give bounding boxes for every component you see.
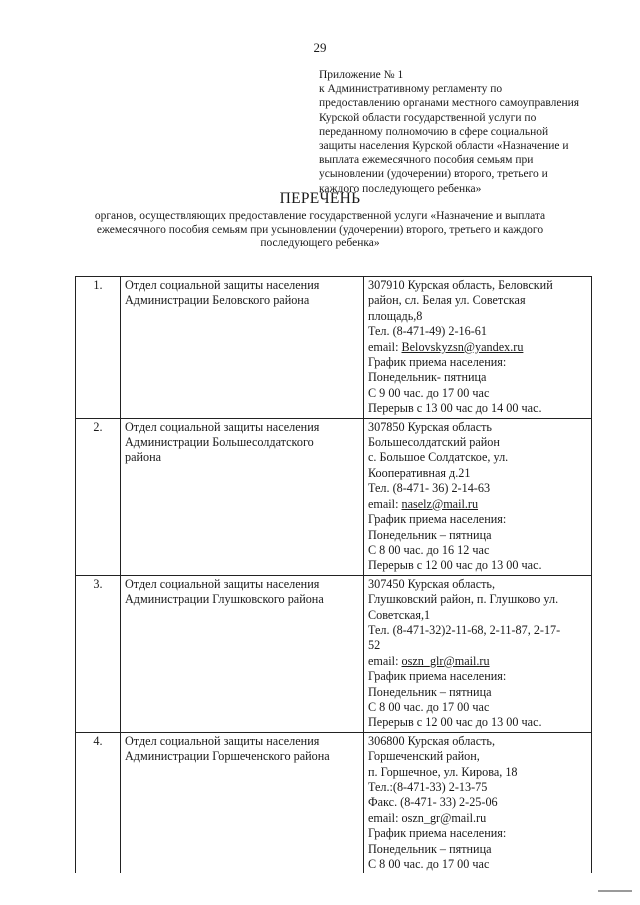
appendix-line: Приложение № 1 [319, 69, 404, 81]
office-schedule-line: Понедельник- пятница [368, 370, 487, 385]
office-email-link[interactable]: Belovskyzsn@yandex.ru [401, 339, 524, 354]
office-email-link[interactable]: oszn_glr@mail.ru [401, 653, 490, 668]
appendix-line: каждого последующего ребенка» [319, 182, 482, 195]
office-schedule-line: График приема населения: [368, 669, 507, 684]
office-schedule-line: С 8 00 час. до 17 00 час [368, 699, 490, 714]
office-address-line: Тел. (8-471-49) 2-16-61 [368, 324, 487, 339]
document-title: ПЕРЕЧЕНЬ [279, 190, 361, 207]
office-address-line: 306800 Курская область, [368, 733, 496, 748]
office-address-line: 307910 Курская область, Беловский [368, 278, 553, 292]
office-schedule-line: Перерыв с 13 00 час до 14 00 час. [368, 401, 542, 416]
office-email-line [368, 497, 587, 512]
office-address-line: п. Горшечное, ул. Кирова, 18 [368, 764, 518, 779]
office-name-line: Администрации Горшеченского района [125, 749, 330, 764]
office-schedule-line: Перерыв с 12 00 час до 13 00 час. [368, 715, 542, 730]
office-address-line: площадь,8 [368, 308, 423, 323]
office-address-line: Советская,1 [368, 607, 431, 622]
office-address-line: 52 [368, 638, 381, 653]
subtitle-line: органов, осуществляющих предоставление государственной услуги «Назначение и выплата [94, 210, 546, 222]
office-contacts [364, 575, 592, 732]
office-schedule-line: Понедельник – пятница [368, 841, 492, 856]
office-address-line: Глушковский район, п. Глушково ул. [368, 592, 559, 607]
office-name [121, 418, 364, 575]
office-address-line: район, сл. Белая ул. Советская [368, 293, 526, 308]
office-schedule-line: С 8 00 час. до 16 12 час [368, 542, 490, 557]
office-name-line: Отдел социальной защиты населения [125, 419, 320, 434]
office-name-line: Администрации Большесолдатского [125, 435, 314, 450]
office-schedule-line: С 8 00 час. до 17 00 час [368, 857, 490, 872]
document-subtitle [0, 210, 640, 251]
office-name-line: Администрации Глушковского района [125, 592, 324, 607]
appendix-line: к Административному регламенту по [319, 83, 503, 96]
appendix-line: выплата ежемесячного пособия семьям при [319, 154, 534, 167]
office-schedule-line: График приема населения: [368, 826, 507, 841]
scan-artifact-line [598, 890, 632, 892]
office-schedule-line: График приема населения: [368, 512, 507, 527]
office-name-line: Отдел социальной защиты населения [125, 278, 320, 292]
email-label: email: [368, 810, 402, 825]
office-email-link[interactable]: oszn_gr@mail.ru [401, 810, 487, 825]
office-contacts [364, 277, 592, 419]
email-label: email: [368, 653, 402, 668]
office-schedule-line: Понедельник – пятница [368, 684, 492, 699]
office-address-line: 307450 Курская область, [368, 576, 496, 591]
offices-table-body [76, 277, 592, 874]
appendix-line: переданному полномочию в сфере социальной [319, 125, 549, 138]
appendix-line: Курской области государственной услуги по [319, 111, 537, 124]
office-row [76, 732, 592, 873]
appendix-line: усыновлении (удочерении) второго, третьего и [319, 168, 548, 181]
office-address-line: Большесолдатский район [368, 435, 500, 450]
office-address-line: Тел. (8-471- 36) 2-14-63 [368, 481, 491, 496]
office-number: 2. [76, 418, 121, 575]
office-name-line: Администрации Беловского района [125, 293, 310, 308]
subtitle-line: ежемесячного пособия семьям при усыновлении (удочерении) второго, третьего и каждого [96, 223, 544, 236]
office-name [121, 277, 364, 419]
office-address-line: Факс. (8-471- 33) 2-25-06 [368, 795, 498, 810]
office-schedule-line: С 9 00 час. до 17 00 час [368, 385, 490, 400]
office-number: 1. [76, 277, 121, 419]
appendix-line: предоставлению органами местного самоуправления [319, 97, 580, 110]
office-number: 4. [76, 732, 121, 873]
office-email-link[interactable]: naselz@mail.ru [401, 496, 479, 511]
office-address-line: Тел. (8-471-32)2-11-68, 2-11-87, 2-17- [368, 622, 561, 637]
appendix-line: защиты населения Курской области «Назначение и [319, 140, 569, 153]
office-email-line [368, 654, 587, 669]
office-schedule-line: Перерыв с 12 00 час до 13 00 час. [368, 558, 542, 573]
office-email-line [368, 811, 587, 826]
subtitle-line: последующего ребенка» [260, 237, 380, 249]
office-address-line: Кооперативная д.21 [368, 465, 471, 480]
office-contacts [364, 418, 592, 575]
email-label: email: [368, 496, 402, 511]
offices-table [75, 276, 592, 873]
office-schedule-line: Понедельник – пятница [368, 527, 492, 542]
page-number: 29 [313, 40, 327, 55]
office-row [76, 575, 592, 732]
office-row [76, 418, 592, 575]
office-address-line: Горшеченский район, [368, 749, 480, 764]
email-label: email: [368, 339, 402, 354]
appendix-header [319, 68, 619, 196]
office-number: 3. [76, 575, 121, 732]
office-name-line: района [125, 450, 162, 465]
office-schedule-line: График приема населения: [368, 355, 507, 370]
office-row [76, 277, 592, 419]
office-name-line: Отдел социальной защиты населения [125, 576, 320, 591]
office-address-line: с. Большое Солдатское, ул. [368, 450, 509, 465]
office-name [121, 575, 364, 732]
office-email-line [368, 340, 587, 355]
office-address-line: 307850 Курская область [368, 419, 492, 434]
office-name-line: Отдел социальной защиты населения [125, 733, 320, 748]
office-contacts [364, 732, 592, 873]
office-address-line: Тел.:(8-471-33) 2-13-75 [368, 780, 488, 794]
office-name [121, 732, 364, 873]
